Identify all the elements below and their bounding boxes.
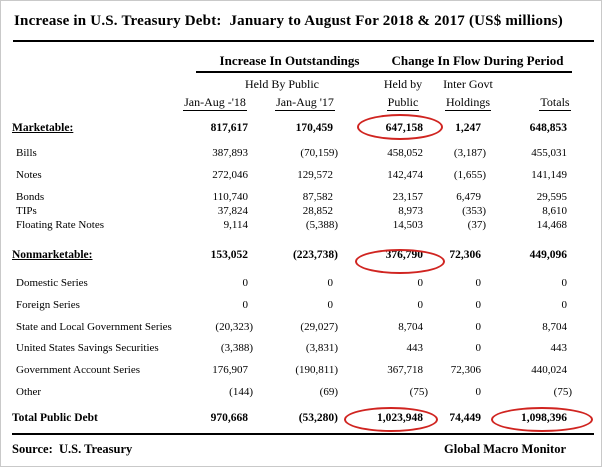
table-row [12,169,572,191]
row-label: Nonmarketable: [12,249,93,261]
value-cell: 23,157 [392,191,423,203]
column-group-outstandings: Increase In Outstandings [196,53,383,73]
value-cell: (69) [319,386,338,398]
value-cell: 14,503 [392,219,423,231]
value-cell: 647,158 [385,122,423,134]
value-cell: 440,024 [531,364,567,376]
row-label: United States Savings Securities [16,342,159,354]
table-row [12,122,572,147]
value-cell: 387,893 [212,147,248,159]
value-cell: 0 [417,299,423,311]
value-cell: 37,824 [217,205,248,217]
value-cell: 141,149 [531,169,567,181]
table-row [12,364,572,386]
value-cell: (353) [462,205,486,217]
row-label: Bonds [16,191,45,203]
value-cell: 28,852 [302,205,333,217]
value-cell: 1,023,948 [377,412,423,424]
value-cell: (3,831) [305,342,338,354]
column-header-totals [500,95,602,110]
row-label: Other [16,386,42,398]
value-cell: 0 [475,277,481,289]
value-cell: 0 [327,299,333,311]
debt-data-table [12,122,572,432]
value-cell: 0 [475,321,481,333]
value-cell: (223,738) [292,249,338,261]
row-label-cell [12,147,184,169]
value-cell: (1,655) [453,169,486,181]
value-cell: 176,907 [212,364,248,376]
value-cell: 0 [417,277,423,289]
value-cell: 970,668 [210,412,248,424]
row-label-cell [12,342,184,364]
row-label-cell [12,169,184,191]
title-divider [13,40,594,42]
value-cell: 0 [327,277,333,289]
column-header-label: Jan-Aug '17 [276,95,334,109]
source-label: Source: U.S. Treasury [12,442,133,456]
value-cell: 272,046 [212,169,248,181]
value-cell: 0 [475,299,481,311]
value-cell: 170,459 [295,122,333,134]
table-row [12,147,572,169]
row-label: Floating Rate Notes [16,219,104,231]
value-cell: 458,052 [387,147,423,159]
row-label: Foreign Series [16,299,80,311]
value-cell: 0 [561,299,567,311]
row-label: TIPs [16,205,37,217]
row-label: State and Local Government Series [16,321,172,333]
row-label-cell [12,122,184,147]
table-row [12,205,572,219]
value-cell: (20,323) [215,321,253,333]
row-label-cell [12,412,184,432]
column-header-label: Totals [540,95,570,109]
value-cell: 8,704 [398,321,423,333]
value-cell: 648,853 [529,122,567,134]
value-cell: (37) [467,219,486,231]
row-label-cell [12,191,184,205]
value-cell: 1,098,396 [521,412,567,424]
row-label-cell [12,219,184,249]
value-cell: 817,617 [210,122,248,134]
value-cell: 142,474 [387,169,423,181]
row-label: Marketable: [12,122,74,134]
value-cell: 153,052 [210,249,248,261]
table-row [12,342,572,364]
table-row [12,219,572,249]
column-header-label: Jan-Aug -'18 [184,95,246,109]
credit-label: Global Macro Monitor [444,442,566,456]
value-cell: (3,388) [220,342,253,354]
value-cell: 449,096 [529,249,567,261]
value-cell: (53,280) [298,412,338,424]
column-group-flow: Change In Flow During Period [383,53,572,73]
row-label-cell [12,321,184,342]
value-cell: 1,247 [455,122,481,134]
table-row [12,321,572,342]
value-cell: (190,811) [295,364,338,376]
row-label-cell [12,299,184,321]
row-label: Bills [16,147,37,159]
table-row [12,412,572,432]
value-cell: 72,306 [450,364,481,376]
row-label-cell [12,386,184,412]
row-label-cell [12,249,184,277]
value-cell: 72,306 [449,249,481,261]
value-cell: 87,582 [302,191,333,203]
value-cell: 110,740 [212,191,248,203]
table-row [12,249,572,277]
value-cell: 0 [242,299,248,311]
value-cell: (75) [553,386,572,398]
value-cell: 6,479 [456,191,481,203]
value-cell: 0 [242,277,248,289]
value-cell: 443 [550,342,567,354]
table-row [12,299,572,321]
value-cell: 74,449 [449,412,481,424]
column-header-jan-aug-17 [250,95,360,110]
row-label-cell [12,364,184,386]
value-cell: (70,159) [300,147,338,159]
table-row [12,191,572,205]
table-row [12,277,572,299]
value-cell: 376,790 [385,249,423,261]
value-cell: 14,468 [536,219,567,231]
value-cell: 8,704 [542,321,567,333]
column-header-label: Holdings [445,95,490,109]
value-cell: 29,595 [536,191,567,203]
table-body [12,122,572,432]
value-cell: (29,027) [300,321,338,333]
table-row [12,386,572,412]
row-label-cell [12,205,184,219]
row-label-cell [12,277,184,299]
value-cell: 367,718 [387,364,423,376]
value-cell: 443 [406,342,423,354]
value-cell: 455,031 [531,147,567,159]
row-label: Total Public Debt [12,412,98,424]
row-label: Domestic Series [16,277,88,289]
value-cell: 0 [475,342,481,354]
value-cell: (75) [409,386,428,398]
value-cell: (5,388) [305,219,338,231]
value-cell: 0 [561,277,567,289]
row-label: Notes [16,169,42,181]
value-cell: 8,610 [542,205,567,217]
subheader-inter-govt: Inter Govt [443,77,493,91]
value-cell: 8,973 [398,205,423,217]
subheader-held-by-public: Held By Public [245,77,319,91]
footer-divider [12,433,594,435]
page-title: Increase in U.S. Treasury Debt: January to August For 2018 & 2017 (US$ millions) [14,13,564,29]
value-cell: 0 [475,386,481,398]
column-header-label: Public [387,95,419,109]
value-cell: 129,572 [297,169,333,181]
row-label: Government Account Series [16,364,141,376]
value-cell: (3,187) [453,147,486,159]
subheader-held-by: Held by [383,77,423,91]
value-cell: (144) [229,386,253,398]
value-cell: 9,114 [223,219,248,231]
